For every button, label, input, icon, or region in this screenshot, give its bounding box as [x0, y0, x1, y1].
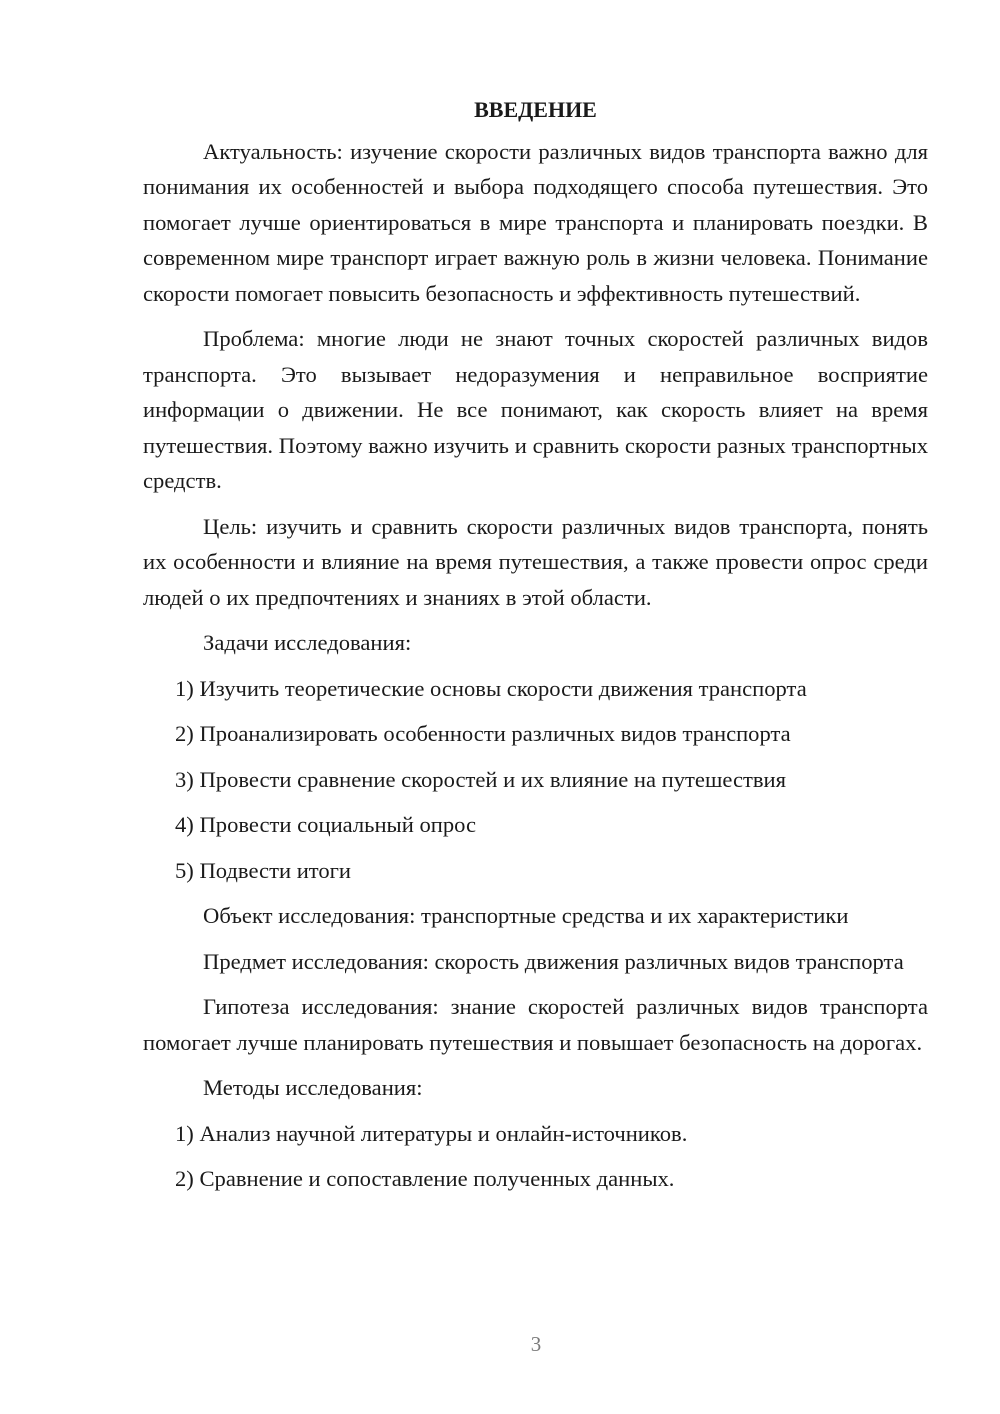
goal-paragraph: Цель: изучить и сравнить скорости различных видов транспорта, понять их особенности и влияние на время путешествия, а также провести опрос среди людей о их предпочтениях и знаниях в этой области. [143, 513, 928, 610]
relevance-paragraph: Актуальность: изучение скорости различных видов транспорта важно для понимания их особенностей и выбора подходящего способа путешествия. Это помогает лучше ориентироваться в мире транспорта и планировать поездки. В современном мире транспорт играет важную роль в жизни человека. Понимание скорости помогает повысить безопасность и эффективность путешествий. [143, 138, 928, 306]
method-item: 2) Сравнение и сопоставление полученных данных. [175, 1166, 675, 1191]
tasks-heading: Задачи исследования: [203, 630, 412, 655]
tasks-list [143, 671, 928, 889]
page-content [143, 92, 928, 1207]
section-title: ВВЕДЕНИЕ [474, 97, 597, 122]
problem-paragraph: Проблема: многие люди не знают точных скоростей различных видов транспорта. Это вызывает недоразумения и неправильное восприятие информации о движении. Не все понимают, как скорость влияет на время путешествия. Поэтому важно изучить и сравнить скорости разных транспортных средств. [143, 326, 928, 493]
method-item: 1) Анализ научной литературы и онлайн-источников. [175, 1120, 688, 1146]
page-number: 3 [530, 1332, 542, 1356]
task-item: 1) Изучить теоретические основы скорости движения транспорта [175, 675, 807, 701]
task-item: 5) Подвести итоги [175, 857, 352, 883]
subject-paragraph: Предмет исследования: скорость движения различных видов транспорта [203, 948, 904, 974]
object-line: Объект исследования: транспортные средства и их характеристики [203, 903, 849, 928]
hypothesis-paragraph: Гипотеза исследования: знание скоростей различных видов транспорта помогает лучше планировать путешествия и повышает безопасность на дорогах. [143, 994, 928, 1055]
task-item: 3) Провести сравнение скоростей и их влияние на путешествия [175, 766, 786, 792]
task-item: 2) Проанализировать особенности различных видов транспорта [175, 721, 791, 746]
methods-heading: Методы исследования: [203, 1075, 423, 1100]
methods-list [143, 1116, 928, 1197]
task-item: 4) Провести социальный опрос [175, 812, 477, 837]
